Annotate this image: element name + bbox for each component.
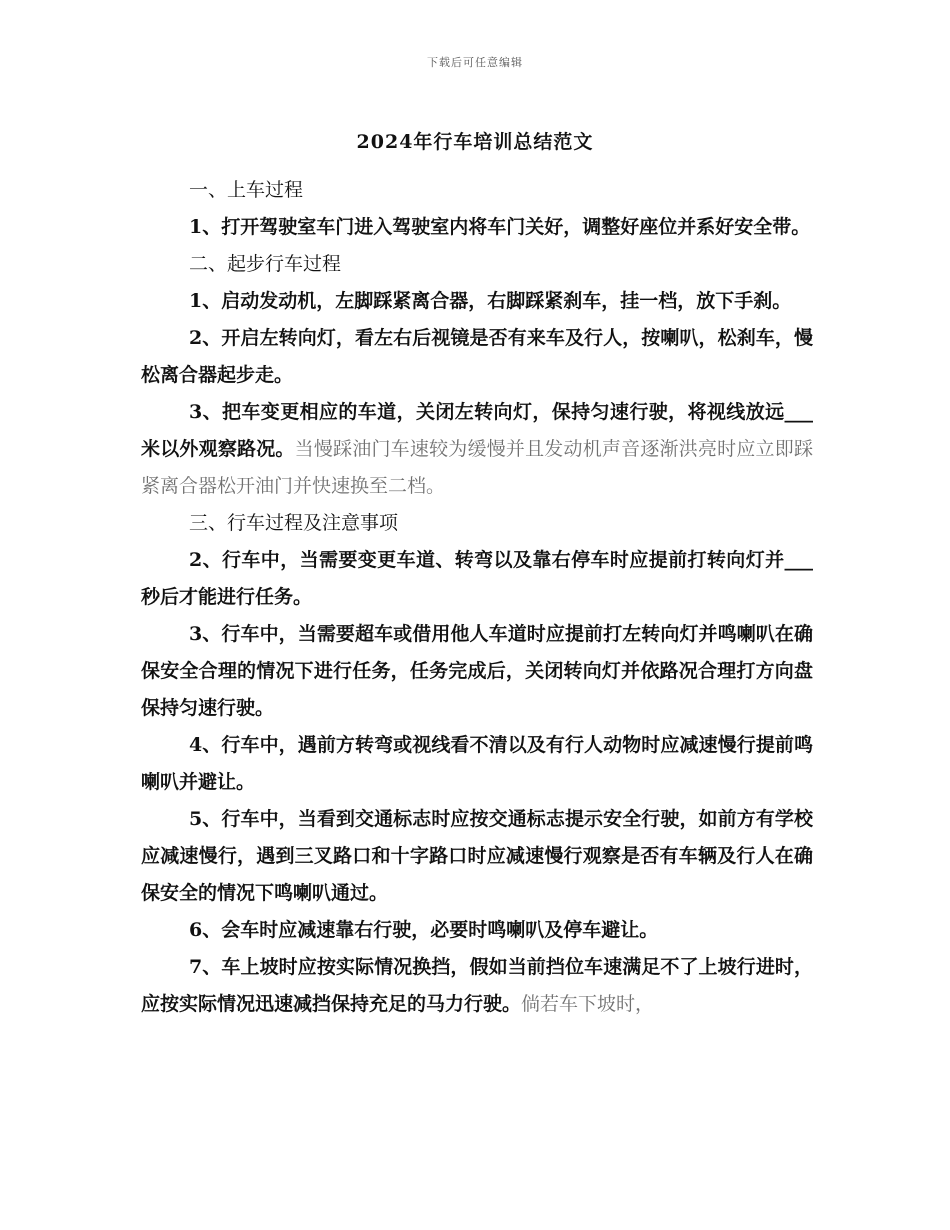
- paragraph: 2、行车中，当需要变更车道、转弯以及靠右停车时应提前打转向灯并___秒后才能进行任务。: [141, 549, 813, 608]
- paragraph: 3、行车中，当需要超车或借用他人车道时应提前打左转向灯并鸣喇叭在确保安全合理的情况下进行任务，任务完成后，关闭转向灯并依路况合理打方向盘保持匀速行驶。: [141, 623, 813, 719]
- document-body: [141, 172, 813, 1023]
- paragraph: 1、启动发动机，左脚踩紧离合器，右脚踩紧刹车，挂一档，放下手刹。: [189, 290, 792, 312]
- paragraph: 5、行车中，当看到交通标志时应按交通标志提示安全行驶，如前方有学校应减速慢行，遇到三叉路口和十字路口时应减速慢行观察是否有车辆及行人在确保安全的情况下鸣喇叭通过。: [141, 808, 813, 904]
- paragraph: 4、行车中，遇前方转弯或视线看不清以及有行人动物时应减速慢行提前鸣喇叭并避让。: [141, 734, 813, 793]
- page-header: 下载后可任意编辑: [427, 56, 523, 69]
- paragraph-main-text: 3、把车变更相应的车道，关闭左转向灯，保持匀速行驶，将视线放远___米以外观察路况。: [141, 401, 813, 460]
- paragraph: [141, 394, 813, 505]
- paragraph: 6、会车时应减速靠右行驶，必要时鸣喇叭及停车避让。: [189, 919, 659, 941]
- section-heading: 二、起步行车过程: [189, 253, 342, 275]
- section-heading: 三、行车过程及注意事项: [189, 512, 399, 534]
- paragraph-grey-text: 倘若车下坡时，: [521, 993, 655, 1015]
- paragraph: [141, 949, 813, 1023]
- section-heading: 一、上车过程: [189, 179, 304, 201]
- paragraph: 1、打开驾驶室车门进入驾驶室内将车门关好，调整好座位并系好安全带。: [189, 216, 811, 238]
- document-title: 2024年行车培训总结范文: [356, 131, 594, 153]
- paragraph-grey-text: 当慢踩油门车速较为缓慢并且发动机声音逐渐洪亮时应立即踩紧离合器松开油门并快速换至二档。: [141, 438, 813, 497]
- paragraph: 2、开启左转向灯，看左右后视镜是否有来车及行人，按喇叭，松刹车，慢松离合器起步走。: [141, 327, 813, 386]
- paragraph-main-text: 7、车上坡时应按实际情况换挡，假如当前挡位车速满足不了上坡行进时，应按实际情况迅速减挡保持充足的马力行驶。: [141, 956, 813, 1015]
